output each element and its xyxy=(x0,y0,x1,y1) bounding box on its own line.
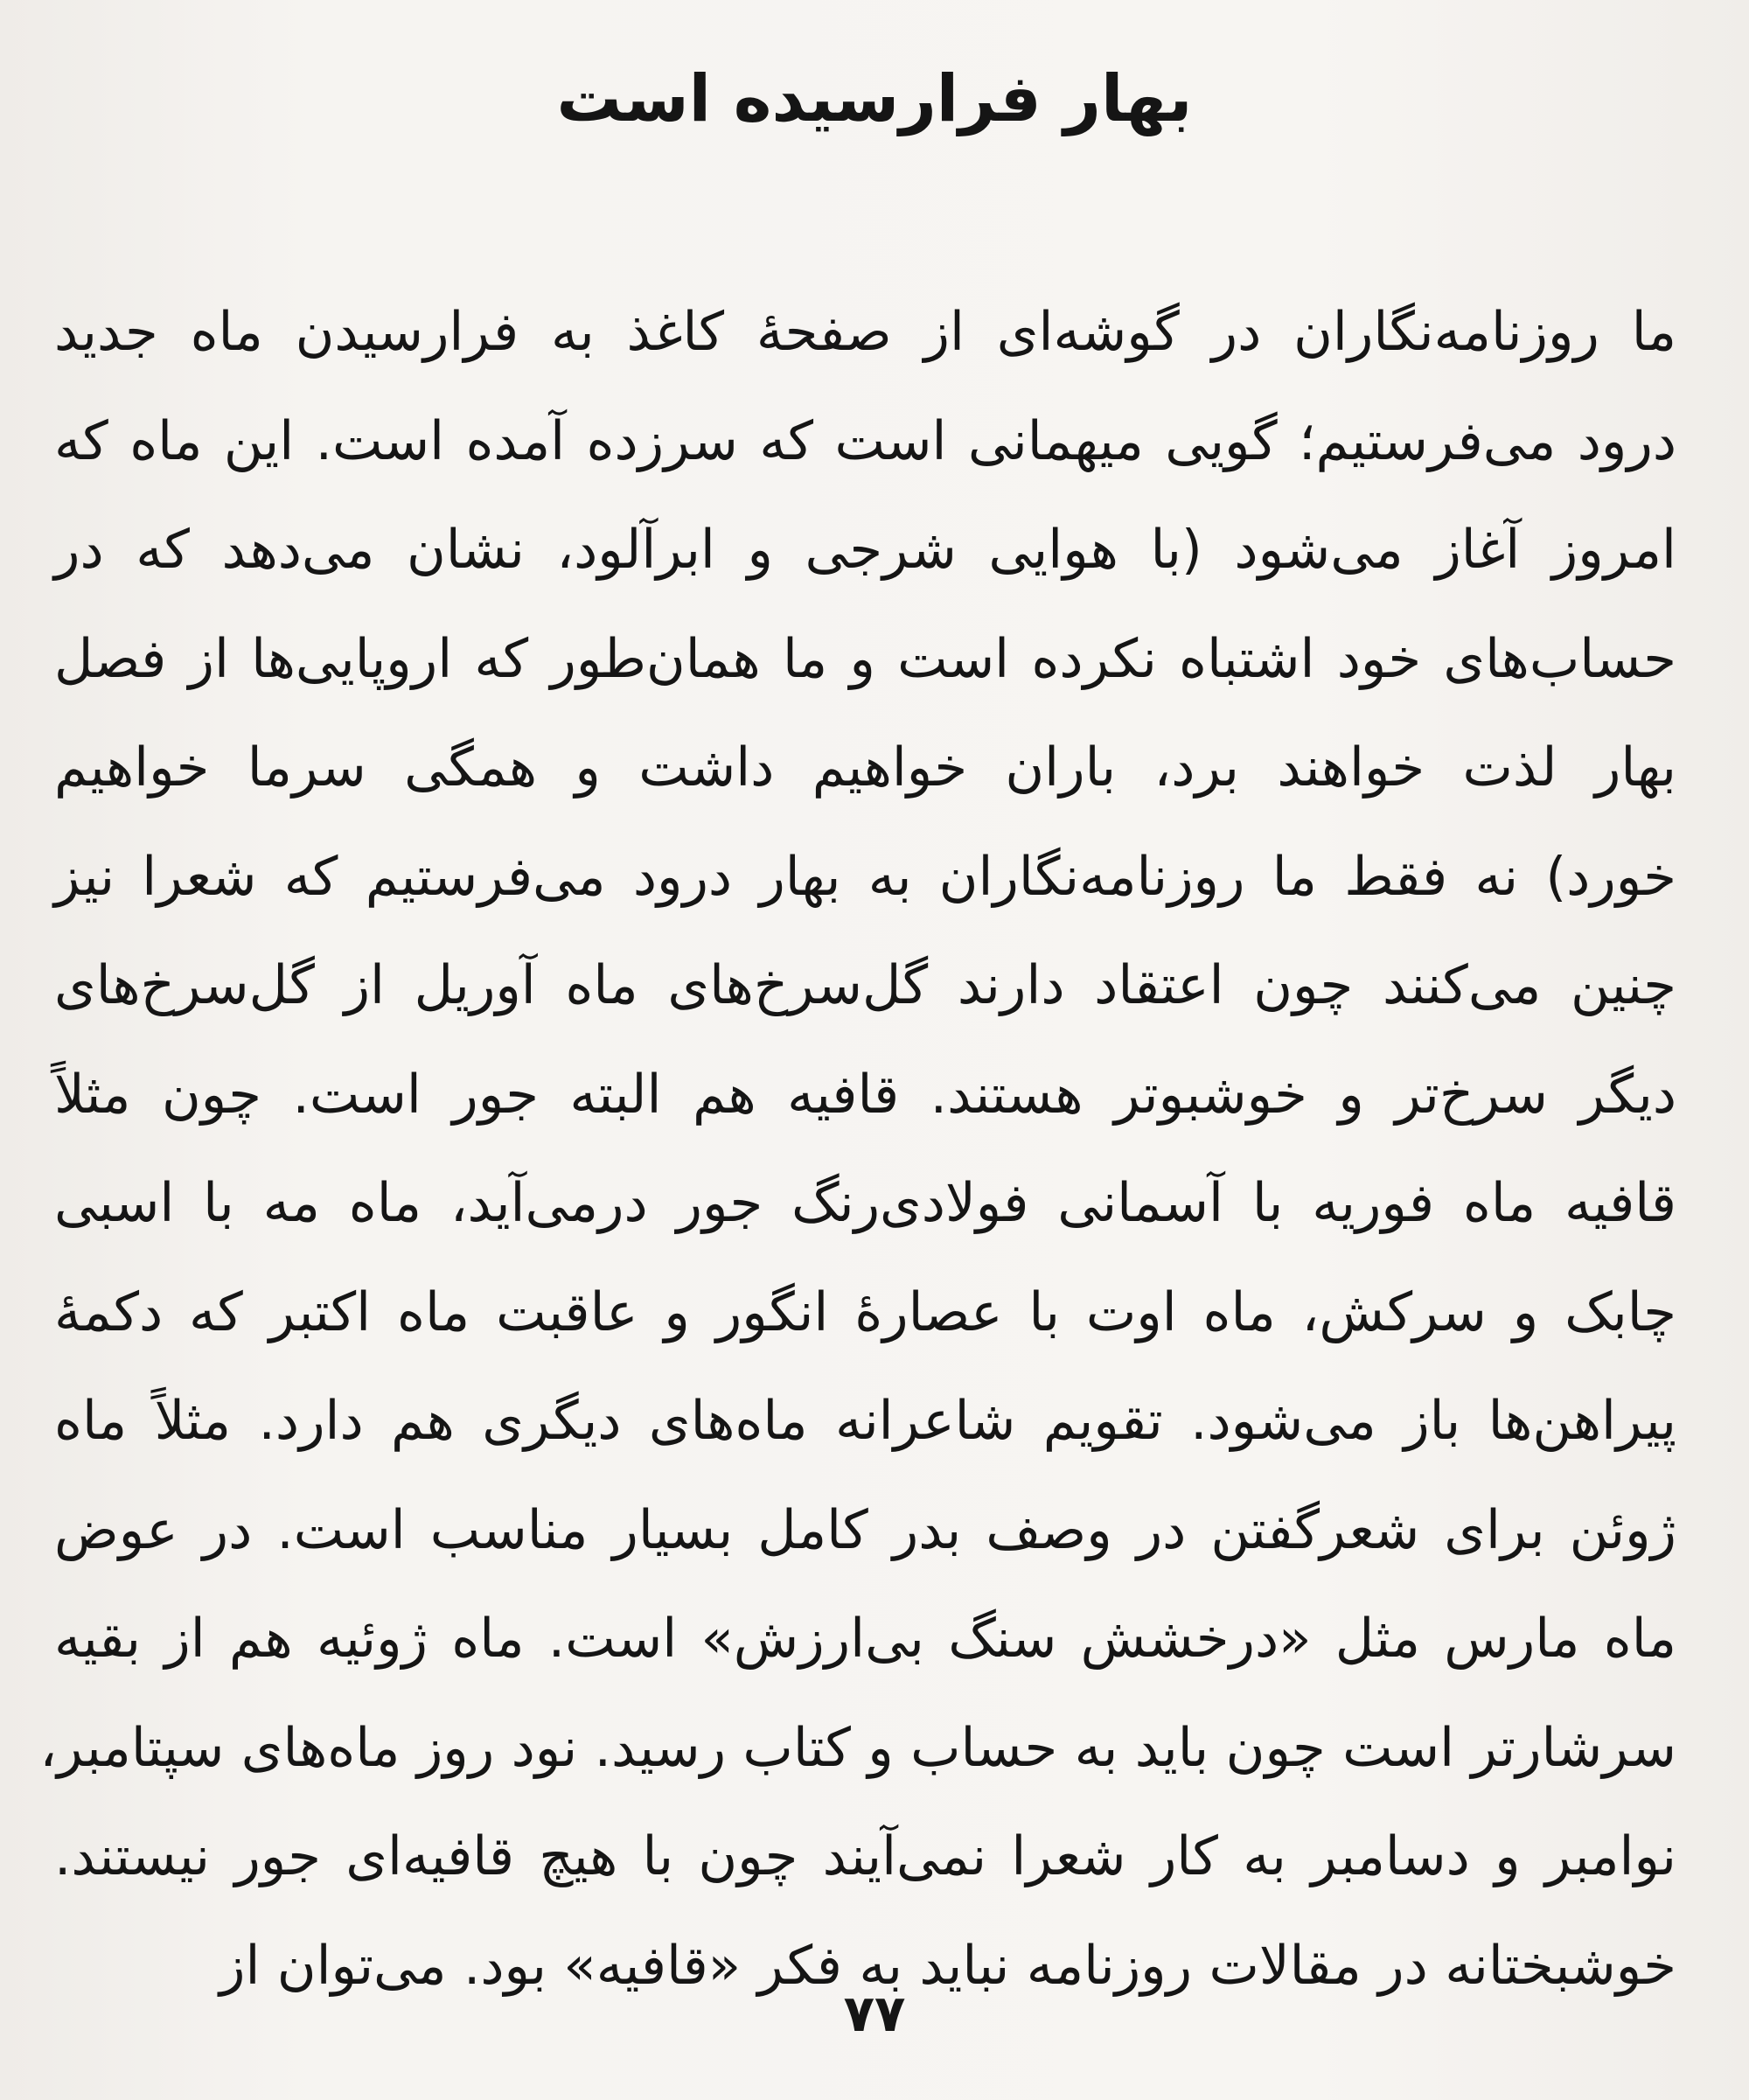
text-line: سرشارتر است چون باید به حساب و کتاب رسید. نود روز ماه‌های سپتامبر، xyxy=(39,1716,1676,1779)
text-line: بهار لذت خواهند برد، باران خواهیم داشت و همگی سرما خواهیم xyxy=(54,736,1676,799)
body-text xyxy=(39,278,1676,1997)
text-line: ژوئن برای شعرگفتن در وصف بدر کامل بسیار مناسب است. در عوض xyxy=(54,1498,1676,1561)
text-line: خوشبختانه در مقالات روزنامه نباید به فکر «قافیه» بود. می‌توان از xyxy=(219,1934,1676,1997)
text-line: امروز آغاز می‌شود (با هوایی شرجی و ابرآلود، نشان می‌دهد که در xyxy=(54,519,1676,581)
text-line: ماه مارس مثل «درخشش سنگ بی‌ارزش» است. ماه ژوئیه هم از بقیه xyxy=(54,1608,1676,1670)
text-line: چابک و سرکش، ماه اوت با عصارهٔ انگور و عاقبت ماه اکتبر که دکمهٔ xyxy=(54,1280,1676,1343)
text-line: خورد) نه فقط ما روزنامه‌نگاران به بهار درود می‌فرستیم که شعرا نیز xyxy=(54,845,1676,908)
text-line: پیراهن‌ها باز می‌شود. تقویم شاعرانه ماه‌های دیگری هم دارد. مثلاً ماه xyxy=(54,1390,1676,1452)
page-title: بهار فرارسیده است xyxy=(556,61,1193,136)
text-line: دیگر سرخ‌تر و خوشبوتر هستند. قافیه هم البته جور است. چون مثلاً xyxy=(54,1063,1676,1126)
text-line: درود می‌فرستیم؛ گویی میهمانی است که سرزده آمده است. این ماه که xyxy=(54,409,1676,472)
text-line: حساب‌های خود اشتباه نکرده است و ما همان‌طور که اروپایی‌ها از فصل xyxy=(54,627,1676,690)
text-line: قافیه ماه فوریه با آسمانی فولادی‌رنگ جور درمی‌آید، ماه مه با اسبی xyxy=(54,1172,1676,1234)
text-line: ما روزنامه‌نگاران در گوشه‌ای از صفحهٔ کاغذ به فرارسیدن ماه جدید xyxy=(54,301,1676,363)
text-line: چنین می‌کنند چون اعتقاد دارند گل‌سرخ‌های ماه آوریل از گل‌سرخ‌های xyxy=(54,954,1676,1016)
text-line: نوامبر و دسامبر به کار شعرا نمی‌آیند چون با هیچ قافیه‌ای جور نیستند. xyxy=(54,1825,1676,1887)
page-number: ۷۷ xyxy=(843,1984,906,2043)
